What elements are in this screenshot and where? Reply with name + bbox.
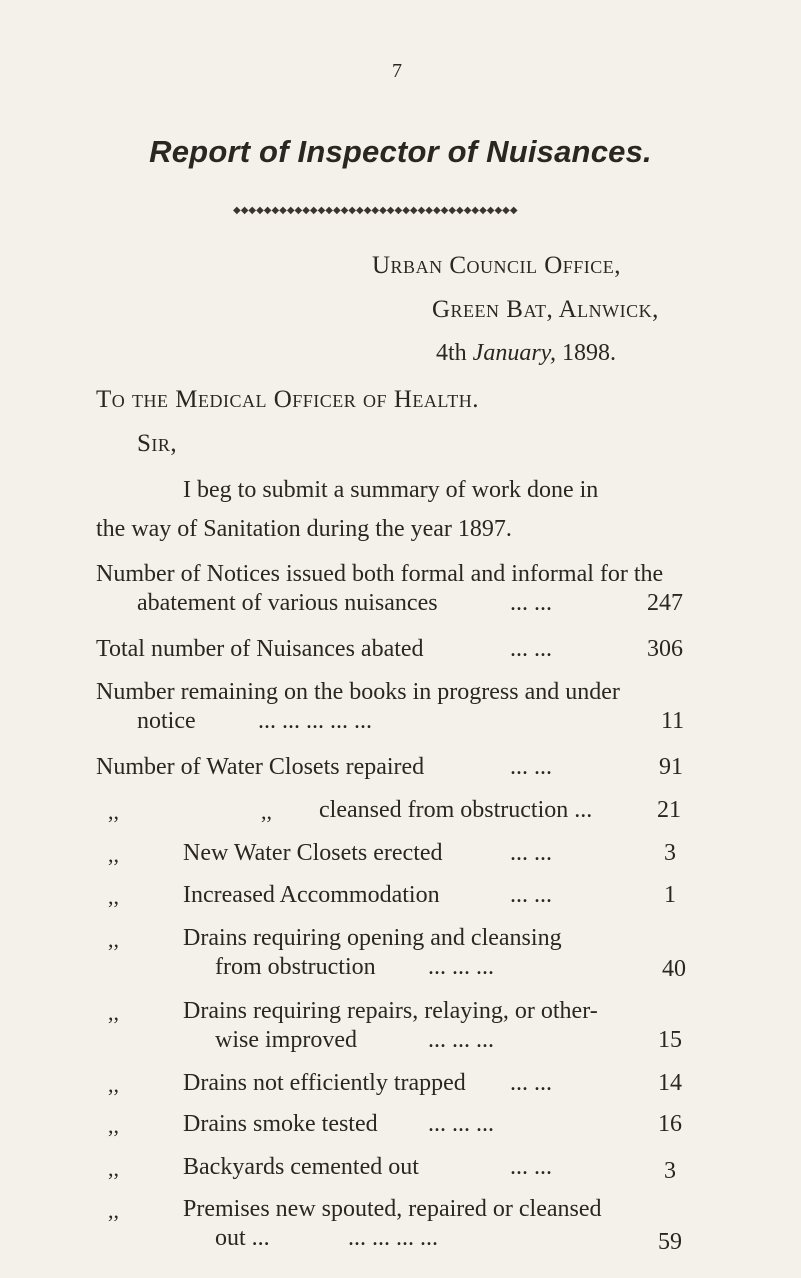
address-place: Green Bat, Alnwick,	[432, 296, 659, 323]
item-value: 16	[658, 1111, 682, 1137]
letter-date	[436, 340, 616, 367]
address-office: Urban Council Office,	[372, 252, 622, 279]
ornament-divider: ◆◆◆◆◆◆◆◆◆◆◆◆◆◆◆◆◆◆◆◆◆◆◆◆◆◆◆◆◆◆◆◆◆◆◆◆◆	[233, 205, 518, 216]
item-value: 15	[658, 1027, 682, 1053]
item-label: Number of Water Closets repaired	[96, 754, 425, 780]
salutation-sir: Sir,	[137, 430, 178, 457]
item-value: 247	[647, 590, 683, 616]
date-year: 1898.	[562, 340, 616, 366]
item-label: Total number of Nuisances abated	[96, 636, 424, 662]
item-label: Drains smoke tested	[183, 1111, 378, 1137]
item-label-cont: abatement of various nuisances	[137, 590, 438, 616]
item-label-cont: out ...	[215, 1225, 270, 1251]
item-label-cont: notice	[137, 708, 196, 734]
ditto-mark: ,,	[108, 1198, 119, 1223]
item-leader: ... ...	[510, 754, 552, 780]
item-value: 3	[664, 1158, 676, 1184]
item-leader: ... ... ... ... ...	[258, 708, 372, 734]
item-label: Number remaining on the books in progress and under	[96, 679, 620, 705]
item-label-cont: wise improved	[215, 1027, 357, 1053]
item-leader: ... ... ... ...	[348, 1225, 438, 1251]
item-leader: ... ...	[510, 636, 552, 662]
item-value: 3	[664, 840, 676, 866]
ditto-mark: ,,	[108, 927, 119, 952]
report-title: Report of Inspector of Nuisances.	[149, 134, 652, 169]
item-value: 59	[658, 1229, 682, 1255]
item-value: 14	[658, 1070, 682, 1096]
item-leader: ... ...	[510, 590, 552, 616]
item-label: Number of Notices issued both formal and informal for the	[96, 561, 664, 587]
ditto-mark: ,,	[261, 799, 272, 824]
item-leader: ... ...	[510, 1154, 552, 1180]
item-leader: ... ... ...	[428, 954, 494, 980]
item-label: Premises new spouted, repaired or cleansed	[183, 1196, 602, 1222]
page-number: 7	[392, 60, 402, 82]
addressee: To the Medical Officer of Health.	[96, 386, 479, 413]
item-label: Drains requiring opening and cleansing	[183, 925, 562, 951]
item-label: Backyards cemented out	[183, 1154, 419, 1180]
item-value: 1	[664, 882, 676, 908]
ditto-mark: ,,	[108, 842, 119, 867]
item-value: 40	[662, 956, 686, 982]
ditto-mark: ,,	[108, 1000, 119, 1025]
ditto-mark: ,,	[108, 1113, 119, 1138]
item-leader: ... ...	[510, 882, 552, 908]
date-day: 4th	[436, 340, 467, 366]
intro-line-2: the way of Sanitation during the year 1897.	[96, 516, 512, 542]
item-label: Increased Accommodation	[183, 882, 440, 908]
ditto-mark: ,,	[108, 1156, 119, 1181]
item-label: New Water Closets erected	[183, 840, 443, 866]
item-label-cont: from obstruction	[215, 954, 376, 980]
item-leader: ... ...	[510, 840, 552, 866]
ditto-mark: ,,	[108, 1072, 119, 1097]
ditto-mark: ,,	[108, 799, 119, 824]
intro-line-1: I beg to submit a summary of work done in	[183, 477, 599, 503]
ditto-mark: ,,	[108, 884, 119, 909]
date-month: January,	[472, 340, 556, 366]
item-value: 11	[661, 708, 685, 734]
item-leader: ... ... ...	[428, 1027, 494, 1053]
item-label: cleansed from obstruction ...	[319, 797, 593, 823]
item-value: 306	[647, 636, 683, 662]
item-value: 91	[659, 754, 683, 780]
item-leader: ... ... ...	[428, 1111, 494, 1137]
item-leader: ... ...	[510, 1070, 552, 1096]
item-value: 21	[657, 797, 681, 823]
item-label: Drains requiring repairs, relaying, or other-	[183, 998, 598, 1024]
item-label: Drains not efficiently trapped	[183, 1070, 466, 1096]
